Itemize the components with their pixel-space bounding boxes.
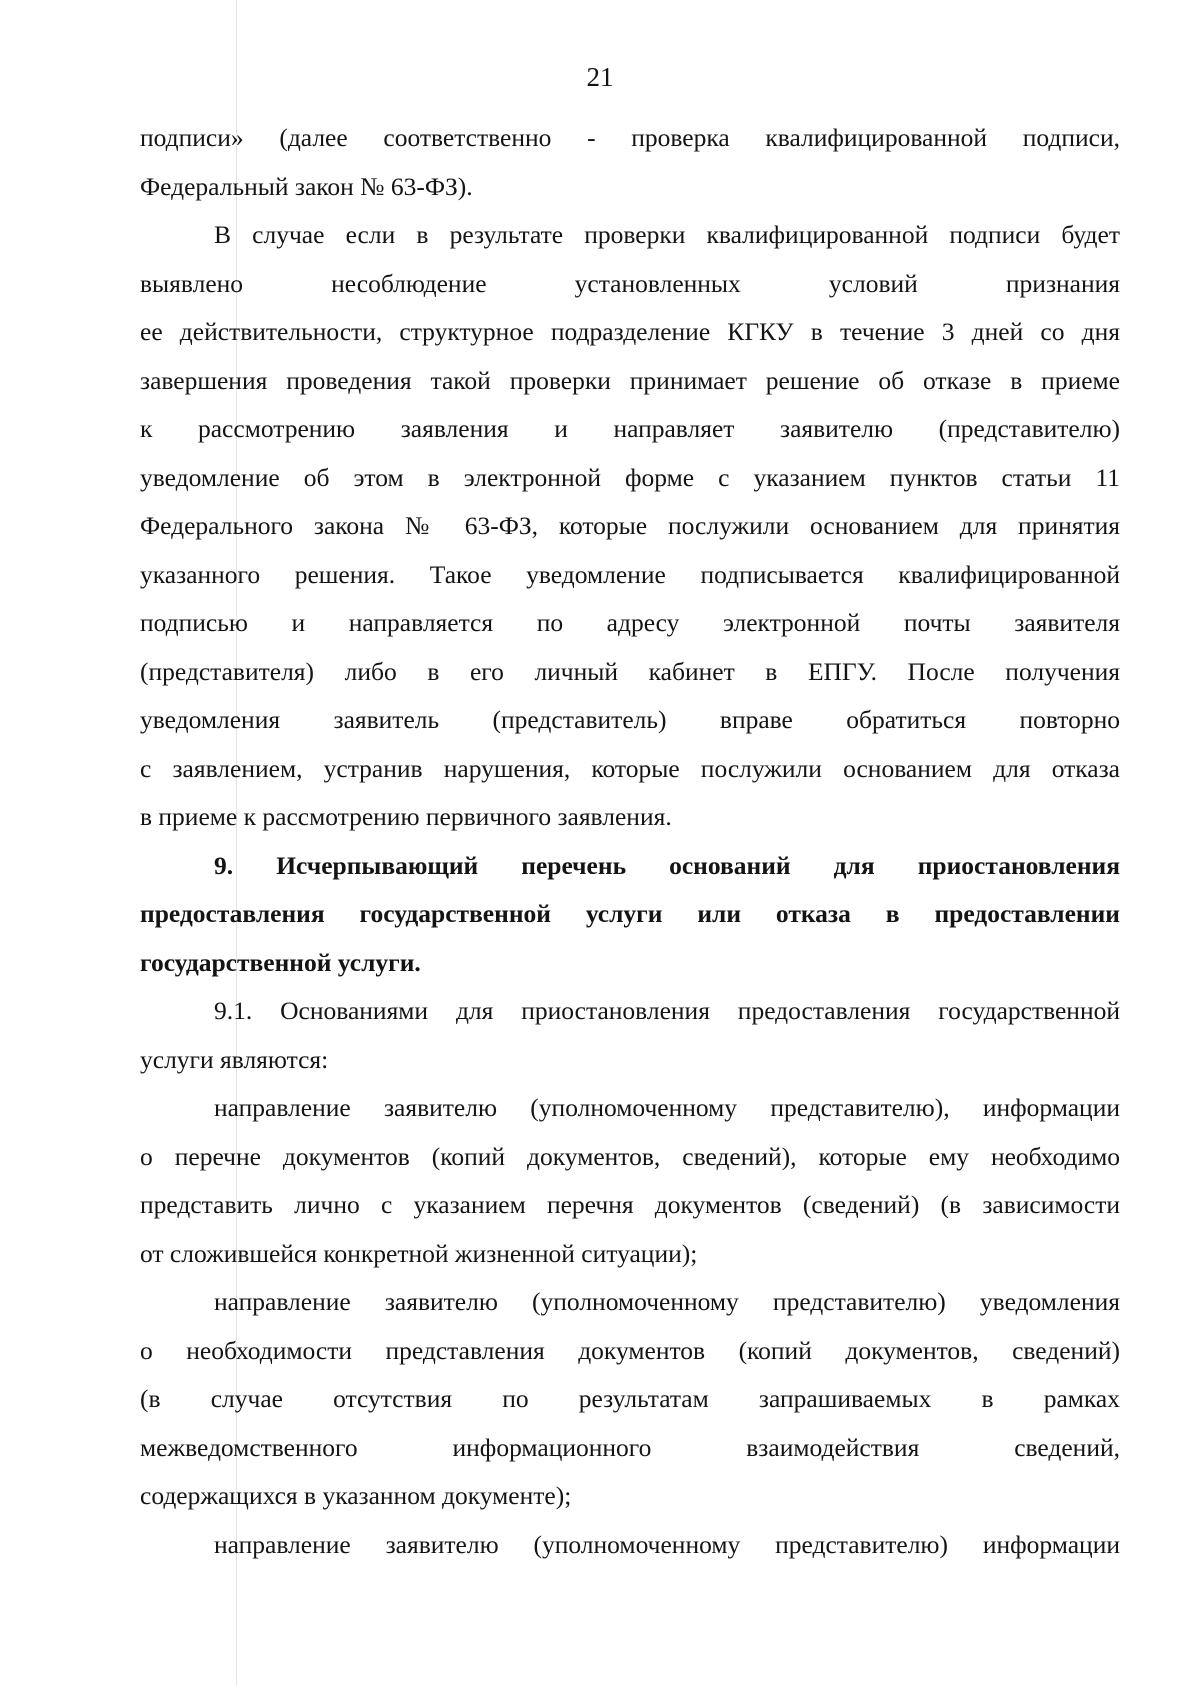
paragraph-line: о необходимости представления документов (копий документов, сведений) — [140, 1335, 1120, 1365]
paragraph-line: уведомление об этом в электронной форме с указанием пунктов статьи 11 — [140, 462, 1120, 492]
paragraph-line: уведомления заявитель (представитель) вправе обратиться повторно — [140, 705, 1120, 734]
paragraph-line: подписью и направляется по адресу электронной почты заявителя — [140, 608, 1120, 637]
paragraph-line: (представителя) либо в его личный кабинет в ЕПГУ. После получения — [140, 656, 1120, 686]
paragraph-line: представить лично с указанием перечня документов (сведений) (в зависимости — [140, 1190, 1120, 1219]
paragraph-line: направление заявителю (уполномоченному представителю), информации — [214, 1093, 1120, 1122]
paragraph-line: ее действительности, структурное подразделение КГКУ в течение 3 дней со дня — [140, 317, 1120, 346]
paragraph-line: 9.1. Основаниями для приостановления предоставления государственной — [214, 996, 1120, 1025]
paragraph-line: Федеральный закон № 63-ФЗ). — [140, 171, 473, 201]
paragraph-line: завершения проведения такой проверки принимает решение об отказе в приеме — [140, 365, 1120, 395]
paragraph-line: Федерального закона № 63-ФЗ, которые послужили основанием для принятия — [140, 511, 1120, 540]
section-heading-line: 9. Исчерпывающий перечень оснований для приостановления — [214, 850, 1120, 880]
paragraph-line: о перечне документов (копий документов, сведений), которые ему необходимо — [140, 1141, 1120, 1171]
section-heading-line: государственной услуги. — [140, 947, 421, 977]
page-number: 21 — [586, 62, 614, 92]
paragraph-line: направление заявителю (уполномоченному представителю) уведомления — [214, 1287, 1120, 1316]
section-heading-line: предоставления государственной услуги или отказа в предоставлении — [140, 899, 1120, 928]
paragraph-line: подписи» (далее соответственно - проверка квалифицированной подписи, — [140, 123, 1120, 152]
paragraph-line: межведомственного информационного взаимодействия сведений, — [140, 1432, 1120, 1462]
paragraph-line: В случае если в результате проверки квалифицированной подписи будет — [214, 220, 1120, 249]
paragraph-line: направление заявителю (уполномоченному представителю) информации — [214, 1529, 1120, 1559]
paragraph-line: услуги являются: — [140, 1044, 329, 1074]
paragraph-line: (в случае отсутствия по результатам запрашиваемых в рамках — [140, 1384, 1120, 1413]
paragraph-line: к рассмотрению заявления и направляет заявителю (представителю) — [140, 414, 1120, 443]
paragraph-line: содержащихся в указанном документе); — [140, 1481, 572, 1510]
paragraph-line: указанного решения. Такое уведомление подписывается квалифицированной — [140, 559, 1120, 589]
paragraph-line: выявлено несоблюдение установленных условий признания — [140, 268, 1120, 298]
document-body — [140, 114, 1120, 1569]
paragraph-line: с заявлением, устранив нарушения, которые послужили основанием для отказа — [140, 753, 1120, 783]
paragraph-line: от сложившейся конкретной жизненной ситуации); — [140, 1238, 698, 1268]
paragraph-line: в приеме к рассмотрению первичного заявления. — [140, 802, 672, 831]
